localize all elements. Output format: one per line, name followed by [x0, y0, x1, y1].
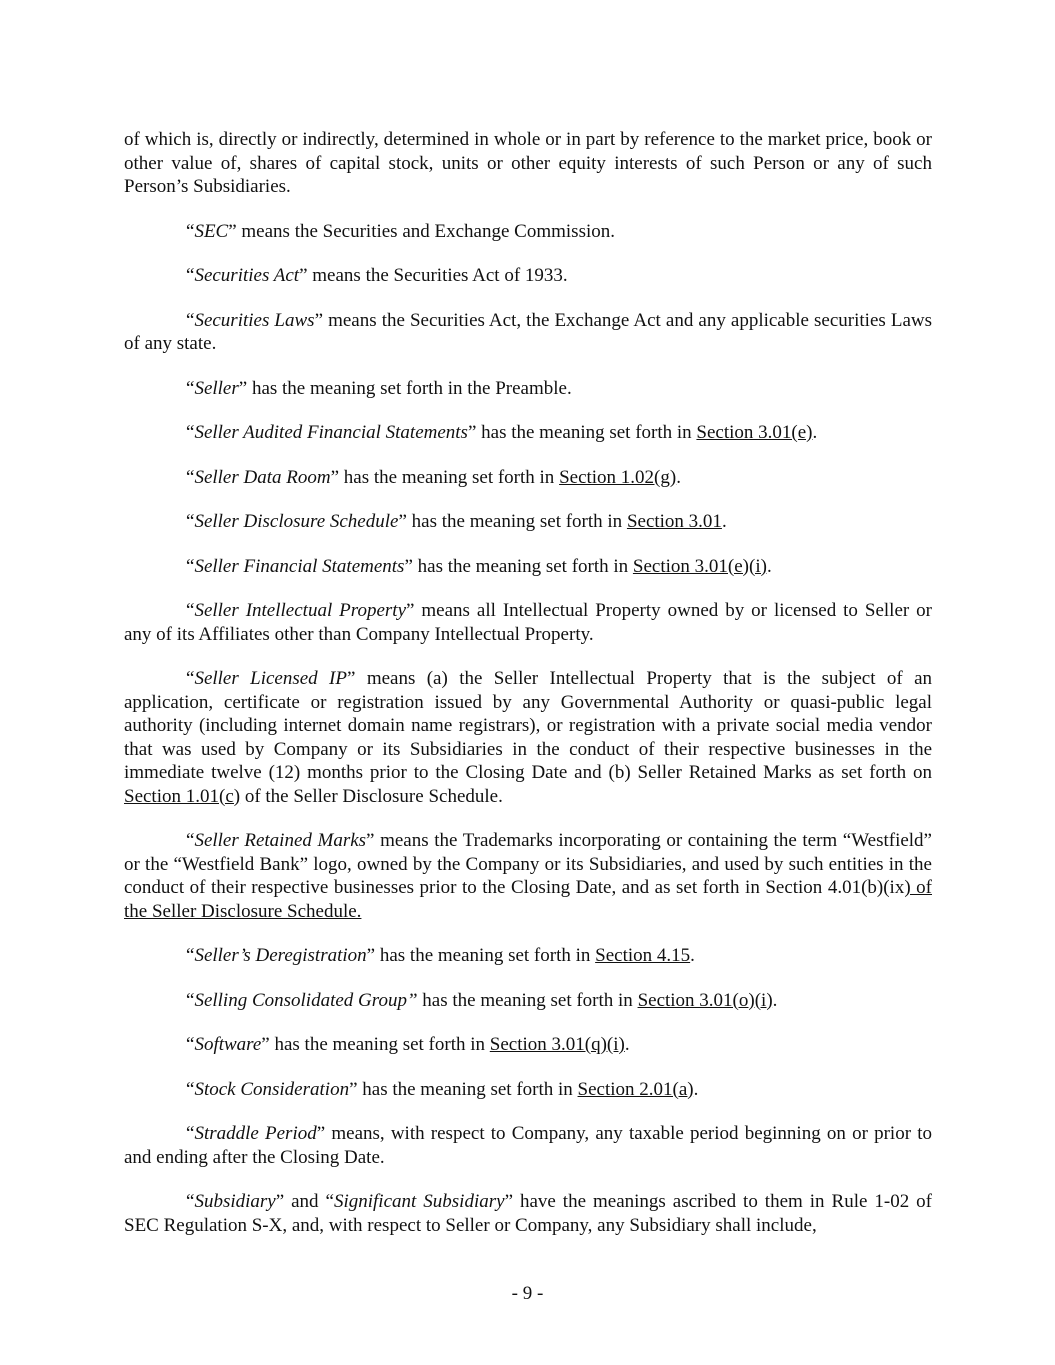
section-reference: Section 3.01(e)(i): [632, 555, 767, 577]
definition-connector: ” and “: [275, 1191, 334, 1212]
defined-term: Seller Audited Financial Statements: [194, 422, 468, 443]
definition-text: ” has the meaning set forth in: [366, 945, 596, 966]
section-reference: Section 1.01(c): [124, 785, 241, 807]
page-body: [124, 128, 932, 1258]
period: .: [624, 1034, 630, 1055]
open-quote: “: [186, 668, 195, 689]
open-quote: “: [186, 989, 195, 1011]
definition-stock-consideration: [124, 1078, 932, 1102]
definition-text: ” means the Securities and Exchange Commission.: [228, 220, 615, 242]
open-quote: “: [186, 555, 195, 577]
defined-term: Seller’s Deregistration: [194, 945, 367, 966]
period: .: [676, 466, 681, 488]
definition-text: ” have the meanings ascribed to them in Rule 1-02 of SEC Regulation S-X, and, with respect to Seller or Company, any Subsidiary shall include,: [124, 1191, 933, 1236]
page-number: - 9 -: [511, 1283, 544, 1304]
open-quote: “: [186, 466, 195, 488]
section-reference: Section 2.01(a): [577, 1078, 694, 1100]
definition-sec: [124, 220, 932, 244]
open-quote: “: [186, 1034, 195, 1055]
defined-term: Seller Licensed IP: [194, 668, 347, 689]
section-reference: Section 3.01: [626, 511, 722, 532]
definition-text: ” means the Trademarks incorporating or containing the term “Westfield” or the “Westfield Bank” logo, owned by the Company or its Subsidiaries, and used by such entities in the conduct of their respective businesses prior to the Closing Date, and as set forth in Section 4.01(b)(ix: [124, 830, 932, 898]
definition-text: ” has the meaning set forth in: [349, 1078, 578, 1100]
section-reference: ) of the Seller Disclosure Schedule.: [124, 877, 932, 922]
definition-straddle-period: [124, 1122, 932, 1169]
definition-sellers-deregistration: [124, 944, 932, 968]
definition-software: [124, 1033, 932, 1057]
definition-text: ” has the meaning set forth in: [330, 466, 560, 488]
defined-term: Seller Financial Statements: [194, 555, 405, 577]
definition-subsidiary: [124, 1190, 932, 1237]
defined-term: Software: [194, 1034, 262, 1055]
definition-seller-licensed-ip: [124, 667, 932, 808]
section-reference: Section 3.01(e): [696, 422, 813, 443]
defined-term: Seller Retained Marks: [194, 830, 367, 851]
period: .: [721, 511, 727, 532]
open-quote: “: [186, 1078, 195, 1100]
period: .: [766, 555, 772, 577]
definition-text: ” has the meaning set forth in: [261, 1034, 490, 1055]
open-quote: “: [186, 830, 195, 851]
defined-term: Subsidiary: [194, 1191, 276, 1212]
definition-text: ” means all Intellectual Property owned by or licensed to Seller or any of its Affiliates other than Company Intellectual Property.: [124, 600, 932, 645]
definition-seller-financial-statements: [124, 555, 932, 579]
definition-securities-act: [124, 264, 932, 288]
definition-text: ” means, with respect to Company, any taxable period beginning on or prior to and ending after the Closing Date.: [124, 1123, 932, 1168]
definition-selling-consolidated-group: [124, 989, 932, 1013]
definition-seller-data-room: [124, 466, 932, 490]
definition-seller-audited-financial-statements: [124, 421, 932, 445]
definition-seller-disclosure-schedule: [124, 510, 932, 534]
definition-text: ” has the meaning set forth in the Preamble.: [238, 377, 572, 399]
defined-term: Seller: [194, 377, 239, 399]
definition-text: ” has the meaning set forth in: [398, 511, 627, 532]
open-quote: “: [186, 1191, 195, 1212]
definition-text: ” means the Securities Act of 1933.: [299, 265, 568, 286]
section-reference: Section 4.15: [595, 945, 691, 966]
definition-seller-intellectual-property: [124, 599, 932, 646]
open-quote: “: [186, 422, 195, 443]
definition-text: ” means (a) the Seller Intellectual Property that is the subject of an application, certificate or registration issued by any Governmental Authority or quasi-public legal authority (including internet domain name registrars), or registration with a private social media vendor that was used by Company or its Subsidiaries in the conduct of their respective businesses in the immediate twelve (12) months prior to the Closing Date and (b) Seller Retained Marks as set forth on: [124, 668, 932, 783]
section-reference: Section 3.01(o)(i): [637, 989, 773, 1011]
open-quote: “: [186, 511, 195, 532]
period: .: [812, 422, 818, 443]
defined-term: SEC: [194, 220, 229, 242]
defined-term: Securities Laws: [194, 309, 315, 331]
defined-term: Significant Subsidiary: [333, 1191, 505, 1212]
open-quote: “: [186, 309, 195, 331]
definition-text-end: of the Seller Disclosure Schedule.: [240, 785, 503, 807]
open-quote: “: [186, 265, 195, 286]
defined-term: Seller Disclosure Schedule: [194, 511, 399, 532]
period: .: [772, 989, 778, 1011]
continuation-paragraph: of which is, directly or indirectly, determined in whole or in part by reference to the market price, book or other value of, shares of capital stock, units or other equity interests of such Person or any of such Person’s Subsidiaries.: [124, 129, 932, 197]
defined-term: Seller Intellectual Property: [194, 600, 407, 621]
defined-term: Seller Data Room: [194, 466, 331, 488]
definition-text: ” has the meaning set forth in: [467, 422, 697, 443]
open-quote: “: [186, 1123, 195, 1144]
period: .: [690, 945, 695, 966]
definition-seller: [124, 377, 932, 401]
open-quote: “: [186, 220, 195, 242]
definition-text: has the meaning set forth in: [417, 989, 638, 1011]
section-reference: Section 3.01(q)(i): [489, 1034, 625, 1055]
definition-text: ” has the meaning set forth in: [404, 555, 633, 577]
open-quote: “: [186, 945, 195, 966]
section-reference: Section 1.02(g): [559, 466, 677, 488]
defined-term: Securities Act: [194, 265, 300, 286]
open-quote: “: [186, 377, 195, 399]
defined-term: Straddle Period: [194, 1123, 317, 1144]
definition-securities-laws: [124, 309, 932, 356]
open-quote: “: [186, 600, 195, 621]
definition-seller-retained-marks: [124, 829, 932, 923]
defined-term: Selling Consolidated Group”: [194, 989, 418, 1011]
period: .: [693, 1078, 699, 1100]
definition-text: ” means the Securities Act, the Exchange Act and any applicable securities Laws of any state.: [124, 309, 932, 354]
defined-term: Stock Consideration: [194, 1078, 350, 1100]
